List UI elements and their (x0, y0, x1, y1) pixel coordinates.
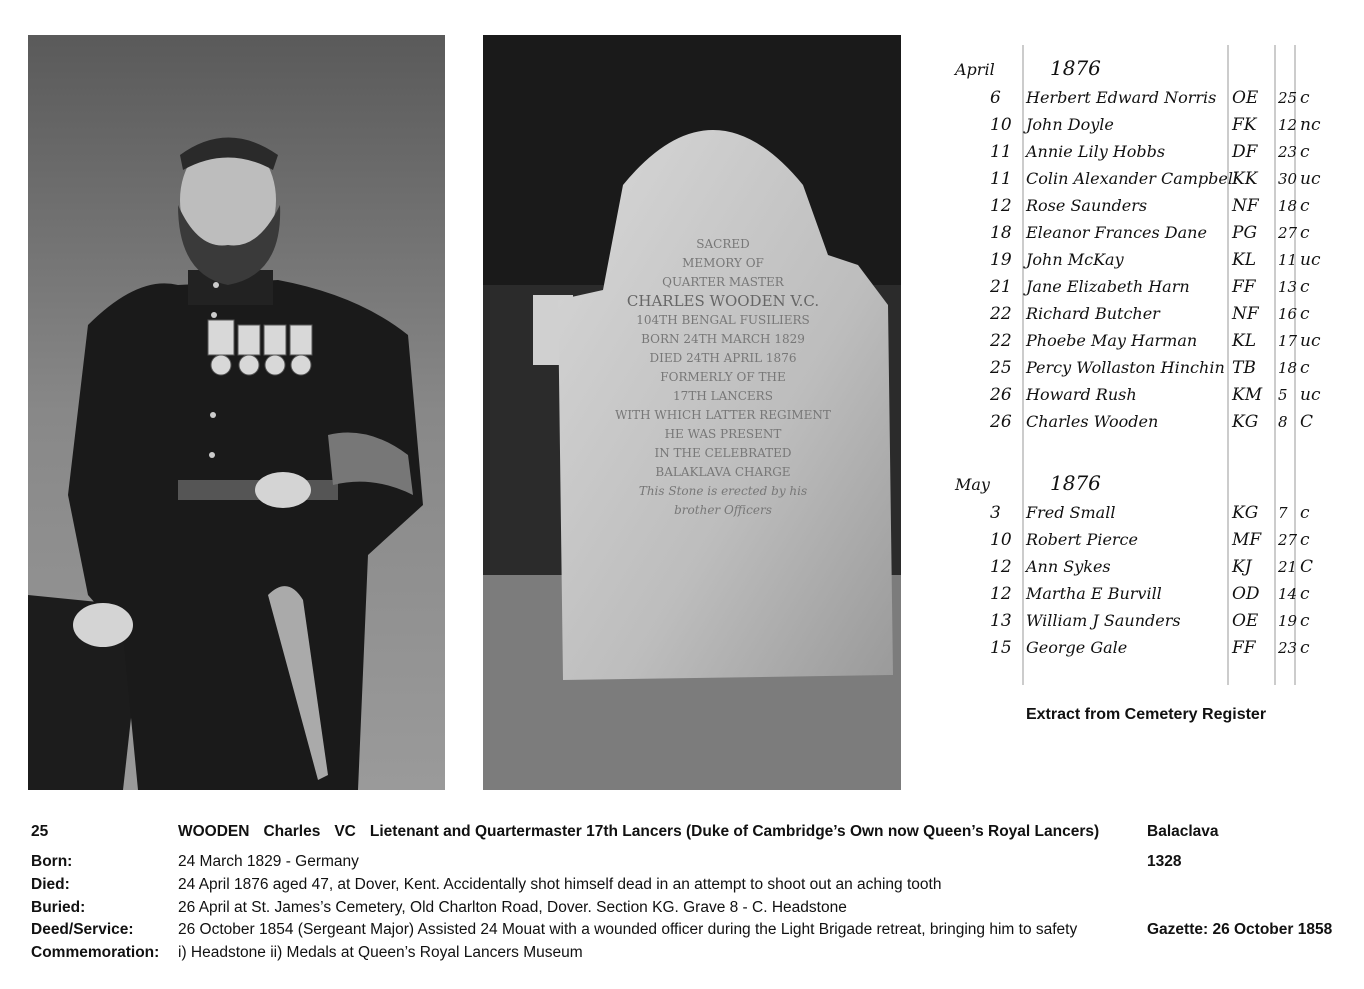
register-day: 15 (990, 638, 1012, 658)
register-section: KL (1232, 250, 1256, 270)
inscription-line: HE WAS PRESENT (664, 427, 782, 441)
commemoration-value: i) Headstone ii) Medals at Queen’s Royal Lancers Museum (178, 944, 583, 961)
inscription-line: FORMERLY OF THE (660, 370, 786, 384)
register-age: 21 (1278, 558, 1298, 576)
register-day: 3 (990, 503, 1001, 523)
award: VC (334, 823, 356, 840)
died-value: 24 April 1876 aged 47, at Dover, Kent. Accidentally shot himself dead in an attempt to shoot out an aching tooth (178, 876, 942, 893)
register-age: 5 (1278, 386, 1288, 404)
register-caption: Extract from Cemetery Register (1025, 706, 1267, 723)
register-day: 19 (990, 250, 1012, 270)
register-month: April (955, 60, 995, 79)
register-section: PG (1232, 223, 1258, 243)
rank-unit: Lietenant and Quartermaster 17th Lancers (Duke of Cambridge’s Own now Queen’s Royal Lancers) (369, 823, 1100, 840)
buried-value: 26 April at St. James’s Cemetery, Old Charlton Road, Dover. Section KG. Grave 8 - C. Headstone (178, 899, 847, 916)
register-mark: c (1300, 196, 1310, 216)
register-section: KL (1232, 331, 1256, 351)
register-age: 30 (1278, 170, 1298, 188)
register-section: NF (1232, 196, 1259, 216)
register-mark: uc (1300, 169, 1321, 189)
inscription-line: IN THE CELEBRATED (654, 446, 792, 460)
register-day: 25 (990, 358, 1012, 378)
register-name: Fred Small (1026, 503, 1116, 522)
register-section: MF (1232, 530, 1262, 550)
register-age: 25 (1278, 89, 1298, 107)
register-day: 11 (990, 142, 1012, 162)
record-heading (178, 822, 1113, 841)
register-name: Colin Alexander Campbell (1026, 169, 1239, 188)
register-day: 11 (990, 169, 1012, 189)
born-label: Born: (31, 853, 73, 870)
died-label: Died: (31, 876, 70, 893)
register-name: Charles Wooden (1026, 412, 1159, 431)
register-day: 22 (990, 304, 1012, 324)
register-mark: c (1300, 88, 1310, 108)
register-section: KG (1232, 412, 1259, 432)
register-name: Eleanor Frances Dane (1026, 223, 1207, 242)
register-section: FF (1232, 277, 1256, 297)
register-section: DF (1232, 142, 1258, 162)
register-mark: uc (1300, 331, 1321, 351)
register-name: Rose Saunders (1026, 196, 1148, 215)
register-day: 6 (990, 88, 1001, 108)
register-year: 1876 (1050, 56, 1101, 80)
register-mark: uc (1300, 385, 1321, 405)
register-day: 26 (990, 385, 1012, 405)
register-mark: c (1300, 142, 1310, 162)
register-section: TB (1232, 358, 1256, 378)
register-name: Herbert Edward Norris (1026, 88, 1217, 107)
register-mark: C (1300, 412, 1314, 432)
register-section: OE (1232, 611, 1259, 631)
register-age: 23 (1278, 639, 1298, 657)
register-age: 8 (1278, 413, 1288, 431)
register-mark: c (1300, 277, 1310, 297)
register-name: Robert Pierce (1026, 530, 1138, 549)
register-year: 1876 (1050, 471, 1101, 495)
register-mark: c (1300, 638, 1310, 658)
register-age: 12 (1278, 116, 1298, 134)
inscription-line: 104TH BENGAL FUSILIERS (636, 313, 810, 327)
register-name: Percy Wollaston Hinchin (1026, 358, 1225, 377)
inscription-line: DIED 24TH APRIL 1876 (649, 351, 797, 365)
register-name: George Gale (1026, 638, 1128, 657)
register-age: 7 (1278, 504, 1288, 522)
register-age: 17 (1278, 332, 1298, 350)
register-section: KM (1232, 385, 1263, 405)
register-name: Martha E Burvill (1026, 584, 1162, 603)
register-age: 27 (1278, 531, 1298, 549)
inscription-line: WITH WHICH LATTER REGIMENT (615, 408, 831, 422)
register-day: 13 (990, 611, 1012, 631)
register-day: 18 (990, 223, 1012, 243)
register-section: OD (1232, 584, 1260, 604)
register-mark: uc (1300, 250, 1321, 270)
register-section: OE (1232, 88, 1259, 108)
register-section: FF (1232, 638, 1256, 658)
inscription-line: This Stone is erected by his (638, 484, 808, 498)
register-mark: c (1300, 304, 1310, 324)
register-day: 12 (990, 196, 1012, 216)
inscription-line: SACRED (696, 237, 750, 251)
register-day: 22 (990, 331, 1012, 351)
register-name: Ann Sykes (1026, 557, 1111, 576)
register-section: FK (1232, 115, 1257, 135)
register-mark: c (1300, 530, 1310, 550)
register-mark: c (1300, 223, 1310, 243)
buried-label: Buried: (31, 899, 86, 916)
register-age: 23 (1278, 143, 1298, 161)
register-name: Annie Lily Hobbs (1026, 142, 1166, 161)
cemetery-register-extract (940, 45, 1340, 685)
commemoration-label: Commemoration: (31, 944, 160, 961)
register-name: John McKay (1026, 250, 1124, 269)
register-age: 27 (1278, 224, 1298, 242)
register-day: 26 (990, 412, 1012, 432)
record-number: 25 (31, 823, 49, 840)
inscription-line: BALAKLAVA CHARGE (655, 465, 791, 479)
citation-number: 1328 (1147, 853, 1182, 870)
deed-label: Deed/Service: (31, 921, 134, 938)
register-name: Howard Rush (1026, 385, 1137, 404)
register-age: 18 (1278, 197, 1298, 215)
register-section: KJ (1232, 557, 1252, 577)
register-day: 10 (990, 530, 1012, 550)
register-mark: nc (1300, 115, 1321, 135)
forename: Charles (263, 823, 321, 840)
register-day: 12 (990, 557, 1012, 577)
register-day: 21 (990, 277, 1012, 297)
inscription-line: QUARTER MASTER (662, 275, 784, 289)
register-mark: c (1300, 503, 1310, 523)
register-name: William J Saunders (1026, 611, 1181, 630)
register-mark: c (1300, 584, 1310, 604)
portrait-photo (28, 35, 445, 790)
register-section: NF (1232, 304, 1259, 324)
deed-value: 26 October 1854 (Sergeant Major) Assisted 24 Mouat with a wounded officer during the Light Brigade retreat, bringing him to safety (178, 921, 1078, 938)
gazette-date: Gazette: 26 October 1858 (1147, 921, 1333, 938)
action-name: Balaclava (1147, 823, 1219, 840)
born-value: 24 March 1829 - Germany (178, 853, 359, 870)
register-name: John Doyle (1026, 115, 1114, 134)
inscription-line: brother Officers (674, 503, 772, 517)
register-age: 11 (1278, 251, 1298, 269)
inscription-line: CHARLES WOODEN V.C. (626, 292, 820, 310)
headstone-inscription (573, 235, 873, 520)
inscription-line: MEMORY OF (682, 256, 764, 270)
register-day: 12 (990, 584, 1012, 604)
register-age: 18 (1278, 359, 1298, 377)
register-age: 13 (1278, 278, 1298, 296)
register-month: May (955, 475, 990, 494)
register-age: 14 (1278, 585, 1298, 603)
register-age: 19 (1278, 612, 1298, 630)
surname: WOODEN (178, 823, 250, 840)
register-name: Phoebe May Harman (1026, 331, 1198, 350)
register-name: Jane Elizabeth Harn (1026, 277, 1190, 296)
register-section: KG (1232, 503, 1259, 523)
inscription-line: BORN 24TH MARCH 1829 (641, 332, 805, 346)
register-mark: c (1300, 358, 1310, 378)
register-day: 10 (990, 115, 1012, 135)
register-name: Richard Butcher (1026, 304, 1160, 323)
register-mark: C (1300, 557, 1314, 577)
register-mark: c (1300, 611, 1310, 631)
register-age: 16 (1278, 305, 1298, 323)
headstone-photo (483, 35, 901, 790)
register-section: KK (1232, 169, 1258, 189)
inscription-line: 17TH LANCERS (673, 389, 773, 403)
